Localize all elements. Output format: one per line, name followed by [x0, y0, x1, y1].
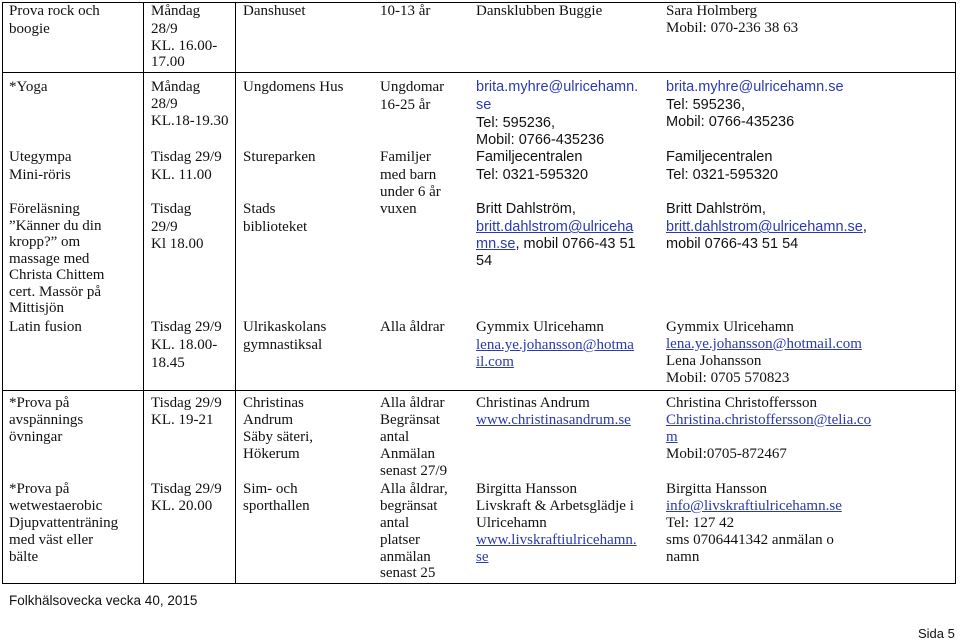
activity-line: ”Känner du din — [9, 218, 102, 234]
table-row-divider — [2, 390, 956, 391]
location-line: gymnastiksal — [243, 337, 323, 353]
time-line: 28/9 — [151, 96, 178, 112]
organizer-line — [476, 236, 636, 253]
location-line: Hökerum — [243, 446, 300, 462]
audience-line: vuxen — [380, 201, 417, 217]
activity-line: Djupvattenträning — [9, 515, 119, 531]
website-link[interactable]: www.livskraftiulricehamn. — [476, 532, 637, 548]
organizer-phone-text: , mobil 0766-43 51 — [515, 236, 636, 252]
email-link[interactable]: britt.dahlstrom@ulricehamn.se — [666, 219, 863, 235]
time-line: Tisdag 29/9 — [151, 319, 222, 335]
activity-line: cert. Massör på — [9, 284, 102, 300]
contact-line: sms 0706441342 anmälan o — [666, 532, 834, 548]
contact-line: Familjecentralen — [666, 149, 773, 165]
organizer-line: Christinas Andrum — [476, 395, 590, 411]
time-line: Tisdag 29/9 — [151, 149, 222, 165]
email-link[interactable]: lena.ye.johansson@hotma — [476, 337, 634, 353]
time-line: Måndag — [151, 79, 201, 95]
audience-line: Alla åldrar — [380, 395, 445, 411]
contact-line: Mobil: 0705 570823 — [666, 370, 790, 386]
time-line: Tisdag 29/9 — [151, 481, 222, 497]
audience-line: Begränsat — [380, 412, 440, 428]
organizer-line: Tel: 0321-595320 — [476, 167, 589, 183]
activity-line: Latin fusion — [9, 319, 82, 335]
contact-line: Birgitta Hansson — [666, 481, 767, 497]
email-link[interactable]: se — [476, 97, 492, 113]
audience-line: senast 27/9 — [380, 463, 448, 479]
table-border-right — [955, 2, 956, 584]
audience-line: antal — [380, 515, 410, 531]
location-line: Ungdomens Hus — [243, 79, 344, 95]
audience-line: under 6 år — [380, 184, 441, 200]
contact-line: Mobil:0705-872467 — [666, 446, 787, 462]
location-line: Ulrikaskolans — [243, 319, 327, 335]
time-line: KL. 11.00 — [151, 167, 212, 183]
contact-line: mobil 0766-43 51 54 — [666, 236, 799, 252]
audience-line: anmälan — [380, 549, 431, 565]
email-link[interactable]: m — [666, 429, 678, 445]
organizer-line: Ulricehamn — [476, 515, 547, 531]
organizer-line: Dansklubben Buggie — [476, 3, 603, 19]
audience-line: Alla åldrar — [380, 319, 445, 335]
footer-title: Folkhälsovecka vecka 40, 2015 — [9, 593, 198, 608]
location-line: Danshuset — [243, 3, 306, 19]
email-link[interactable]: info@livskraftiulricehamn.se — [666, 498, 842, 514]
time-line: KL. 19-21 — [151, 412, 214, 428]
contact-line — [666, 219, 867, 236]
organizer-line: Britt Dahlström, — [476, 201, 576, 217]
contact-line: Mobil: 070-236 38 63 — [666, 20, 799, 36]
location-line: Sim- och — [243, 481, 298, 497]
table-row-divider — [2, 72, 956, 73]
activity-line: Föreläsning — [9, 201, 80, 217]
location-line: Stureparken — [243, 149, 316, 165]
time-line: Måndag — [151, 3, 201, 19]
table-column-divider — [143, 2, 144, 584]
activity-line: *Yoga — [9, 79, 48, 95]
contact-line: Britt Dahlström, — [666, 201, 766, 217]
organizer-line: Mobil: 0766-435236 — [476, 132, 605, 148]
time-line: KL. 16.00- — [151, 38, 218, 54]
activity-line: kropp?” om — [9, 234, 81, 250]
activity-line: Mittisjön — [9, 300, 65, 316]
contact-separator: , — [862, 219, 867, 235]
location-line: biblioteket — [243, 219, 308, 235]
time-line: 28/9 — [151, 21, 178, 37]
website-link[interactable]: se — [476, 549, 489, 565]
contact-line: Mobil: 0766-435236 — [666, 114, 795, 130]
audience-line: senast 25 — [380, 565, 436, 581]
time-line: KL. 20.00 — [151, 498, 213, 514]
activity-line: med väst eller — [9, 532, 94, 548]
activity-line: *Prova på — [9, 481, 70, 497]
page-number: Sida 5 — [918, 626, 955, 641]
activity-line: massage med — [9, 251, 90, 267]
contact-line: namn — [666, 549, 700, 565]
activity-line: *Prova på — [9, 395, 70, 411]
location-line: sporthallen — [243, 498, 310, 514]
contact-line: Christina Christoffersson — [666, 395, 817, 411]
audience-line: Alla åldrar, — [380, 481, 448, 497]
audience-line: 10-13 år — [380, 3, 431, 19]
email-link[interactable]: brita.myhre@ulricehamn.se — [666, 79, 844, 95]
time-line: Tisdag — [151, 201, 192, 217]
activity-line: Christa Chittem — [9, 267, 105, 283]
table-border-bottom — [2, 583, 956, 584]
organizer-line: Livskraft & Arbetsglädje i — [476, 498, 634, 514]
contact-line: Tel: 595236, — [666, 97, 746, 113]
activity-line: boogie — [9, 21, 50, 37]
audience-line: Ungdomar — [380, 79, 445, 95]
email-link[interactable]: Christina.christoffersson@telia.co — [666, 412, 872, 428]
contact-line: Gymmix Ulricehamn — [666, 319, 794, 335]
location-line: Stads — [243, 201, 276, 217]
time-line: 18.45 — [151, 355, 185, 371]
audience-line: Familjer — [380, 149, 431, 165]
organizer-line: Tel: 595236, — [476, 115, 556, 131]
time-line: Tisdag 29/9 — [151, 395, 222, 411]
activity-line: wetwestaerobic — [9, 498, 103, 514]
email-link[interactable]: brita.myhre@ulricehamn. — [476, 79, 639, 95]
contact-line: Tel: 127 42 — [666, 515, 735, 531]
activity-line: Utegympa — [9, 149, 72, 165]
audience-line: Anmälan — [380, 446, 435, 462]
audience-line: antal — [380, 429, 410, 445]
location-line: Andrum — [243, 412, 293, 428]
organizer-line: Gymmix Ulricehamn — [476, 319, 604, 335]
time-line: 29/9 — [151, 219, 178, 235]
activity-line: Mini-röris — [9, 167, 71, 183]
time-line: Kl 18.00 — [151, 236, 204, 252]
table-column-divider — [235, 2, 236, 584]
organizer-line: 54 — [476, 253, 493, 269]
audience-line: 16-25 år — [380, 97, 431, 113]
activity-line: avspännings — [9, 412, 84, 428]
organizer-line: Familjecentralen — [476, 149, 583, 165]
time-line: KL. 18.00- — [151, 337, 218, 353]
table-border-left — [2, 2, 3, 584]
activity-line: Prova rock och — [9, 3, 100, 19]
activity-line: övningar — [9, 429, 63, 445]
organizer-line: Birgitta Hansson — [476, 481, 577, 497]
contact-line: Sara Holmberg — [666, 3, 757, 19]
email-link[interactable]: lena.ye.johansson@hotmail.com — [666, 336, 862, 352]
audience-line: platser — [380, 532, 420, 548]
audience-line: med barn — [380, 167, 437, 183]
website-link[interactable]: www.christinasandrum.se — [476, 412, 631, 428]
email-link[interactable]: mn.se — [476, 236, 516, 252]
location-line: Christinas — [243, 395, 304, 411]
contact-line: Tel: 0321-595320 — [666, 167, 779, 183]
time-line: KL.18-19.30 — [151, 113, 229, 129]
contact-line: Lena Johansson — [666, 353, 762, 369]
time-line: 17.00 — [151, 54, 185, 70]
email-link[interactable]: britt.dahlstrom@ulriceha — [476, 219, 634, 235]
location-line: Säby säteri, — [243, 429, 313, 445]
activity-line: bälte — [9, 549, 39, 565]
audience-line: begränsat — [380, 498, 438, 514]
email-link[interactable]: il.com — [476, 354, 514, 370]
